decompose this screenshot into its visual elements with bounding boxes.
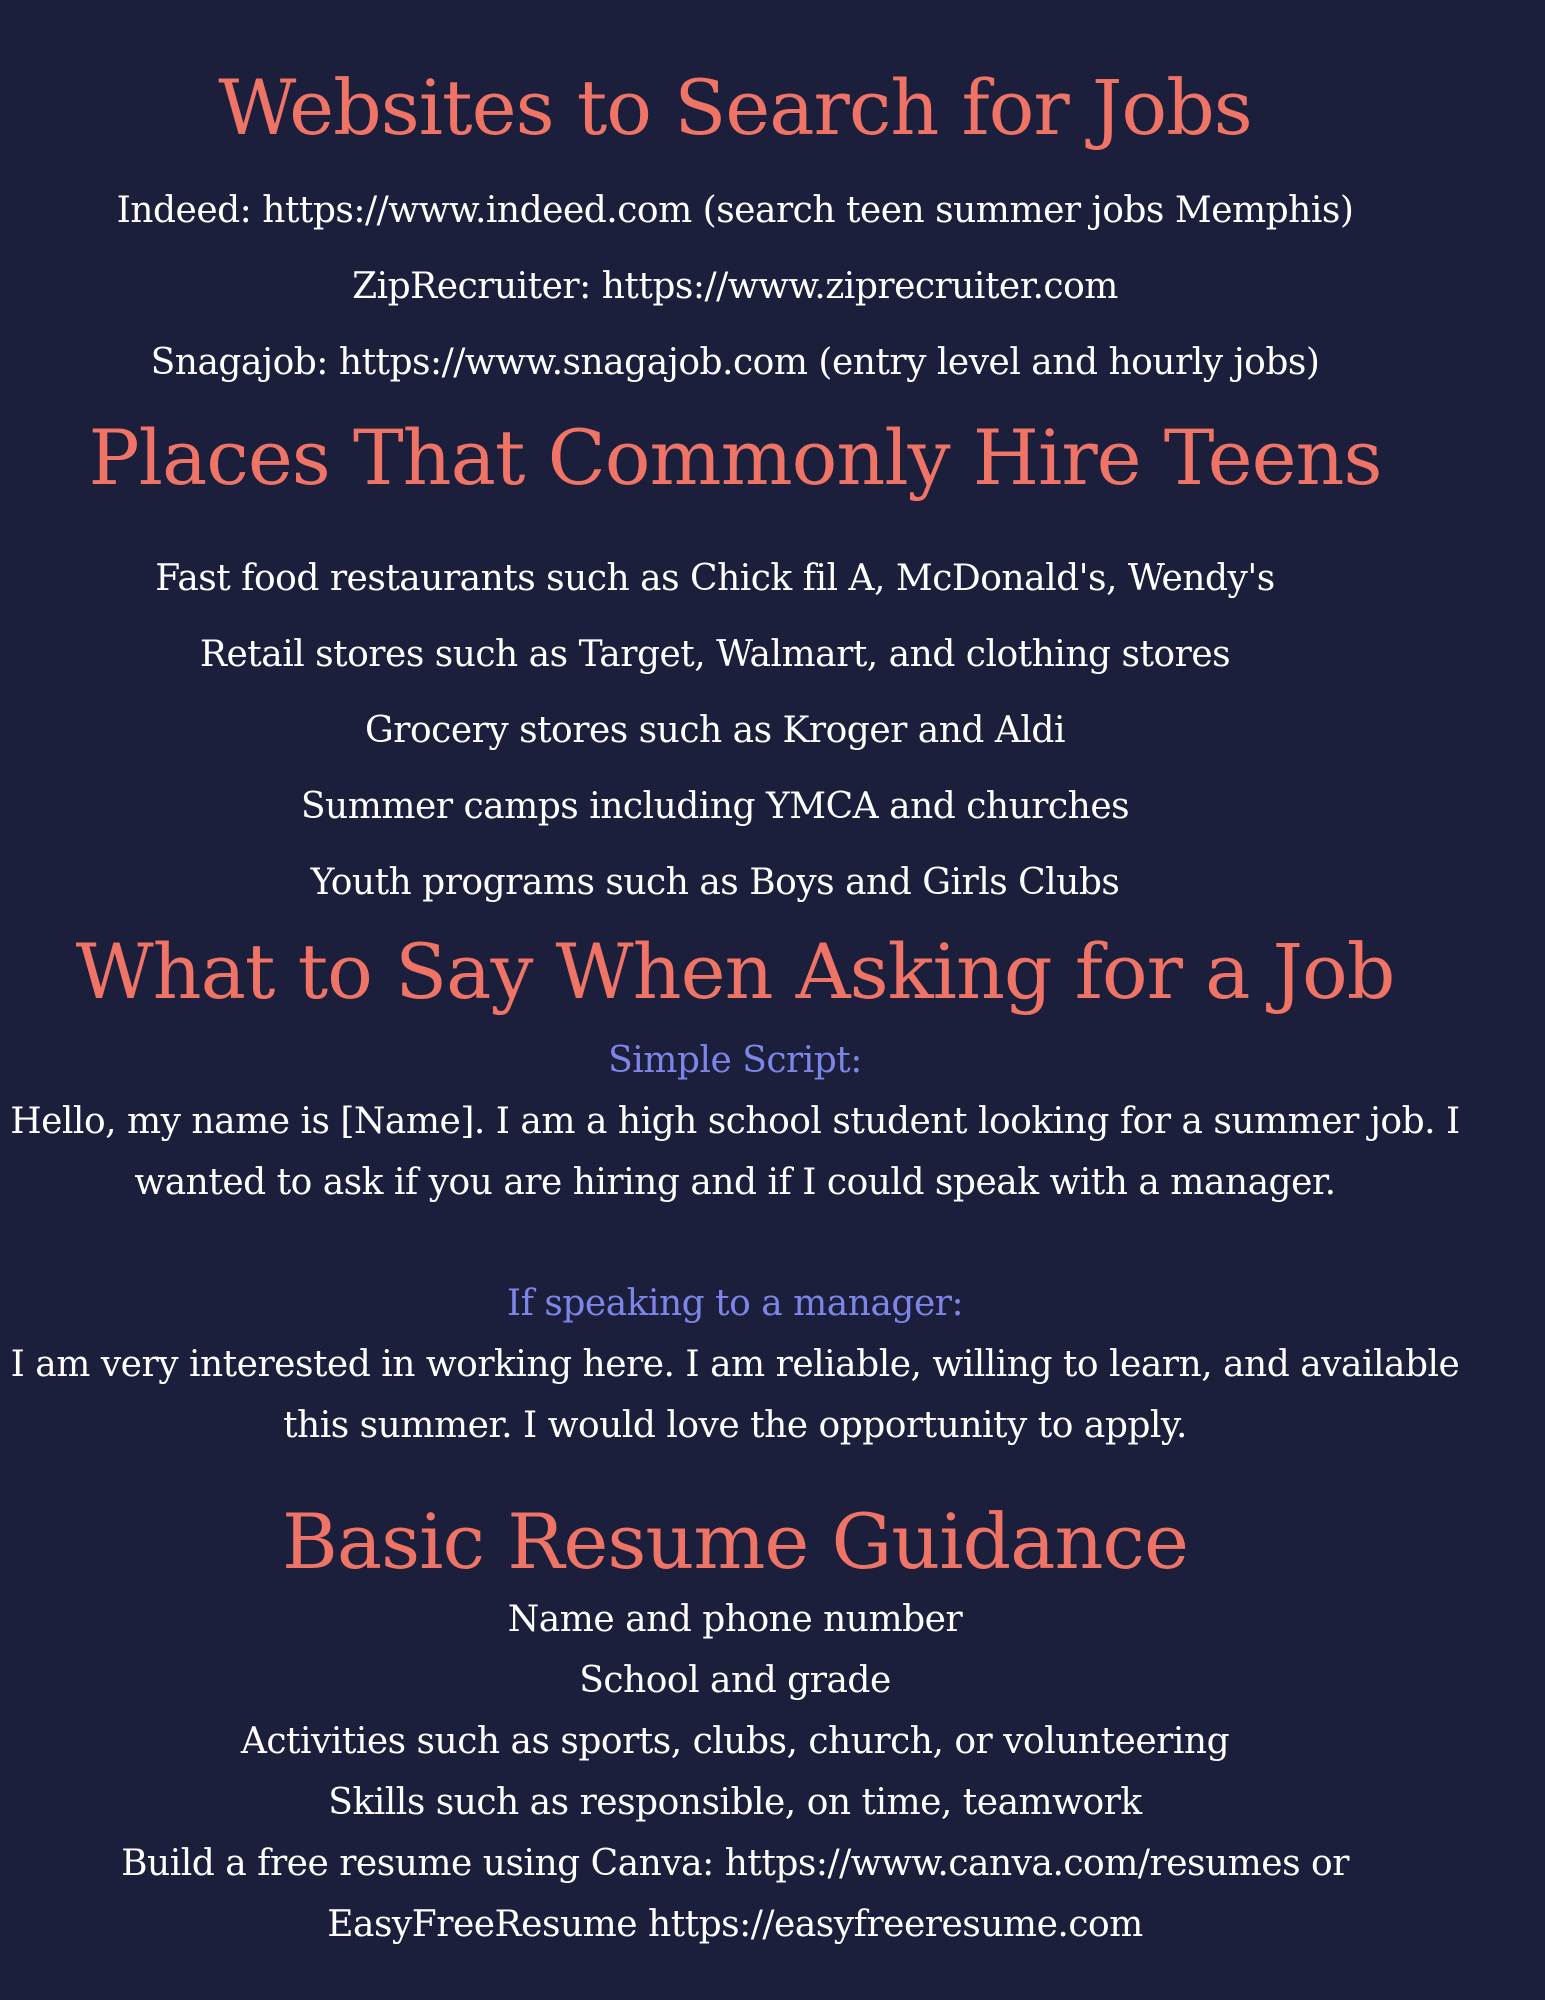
- resume-item-canva: Build a free resume using Canva: https://www.canva.com/resumes or: [121, 1843, 1349, 1884]
- place-retail: Retail stores such as Target, Walmart, and clothing stores: [199, 634, 1231, 675]
- websites-heading: Websites to Search for Jobs: [218, 63, 1252, 152]
- simple-script-line-2: wanted to ask if you are hiring and if I could speak with a manager.: [134, 1162, 1336, 1203]
- resume-heading: Basic Resume Guidance: [282, 1497, 1188, 1586]
- place-grocery: Grocery stores such as Kroger and Aldi: [365, 710, 1065, 751]
- simple-script-line-1: Hello, my name is [Name]. I am a high school student looking for a summer job. I: [10, 1101, 1460, 1142]
- simple-script-label: Simple Script:: [608, 1040, 862, 1081]
- place-youth-programs: Youth programs such as Boys and Girls Clubs: [310, 862, 1120, 903]
- resume-item-school-grade: School and grade: [579, 1660, 891, 1701]
- manager-script-label: If speaking to a manager:: [506, 1283, 964, 1324]
- places-heading: Places That Commonly Hire Teens: [88, 413, 1382, 502]
- manager-script-line-1: I am very interested in working here. I am reliable, willing to learn, and available: [10, 1344, 1460, 1385]
- place-summer-camps: Summer camps including YMCA and churches: [300, 786, 1130, 827]
- place-fast-food: Fast food restaurants such as Chick fil A, McDonald's, Wendy's: [155, 558, 1275, 599]
- website-indeed: Indeed: https://www.indeed.com (search teen summer jobs Memphis): [116, 190, 1354, 231]
- resume-item-easyfreeresume: EasyFreeResume https://easyfreeresume.com: [327, 1904, 1143, 1945]
- script-heading: What to Say When Asking for a Job: [75, 927, 1395, 1016]
- resume-item-skills: Skills such as responsible, on time, teamwork: [328, 1782, 1142, 1823]
- resume-item-activities: Activities such as sports, clubs, church, or volunteering: [240, 1721, 1230, 1762]
- website-snagajob: Snagajob: https://www.snagajob.com (entry level and hourly jobs): [150, 342, 1320, 383]
- resume-item-name-phone: Name and phone number: [507, 1599, 963, 1640]
- manager-script-line-2: this summer. I would love the opportunity to apply.: [283, 1405, 1187, 1446]
- website-ziprecruiter: ZipRecruiter: https://www.ziprecruiter.com: [352, 266, 1118, 307]
